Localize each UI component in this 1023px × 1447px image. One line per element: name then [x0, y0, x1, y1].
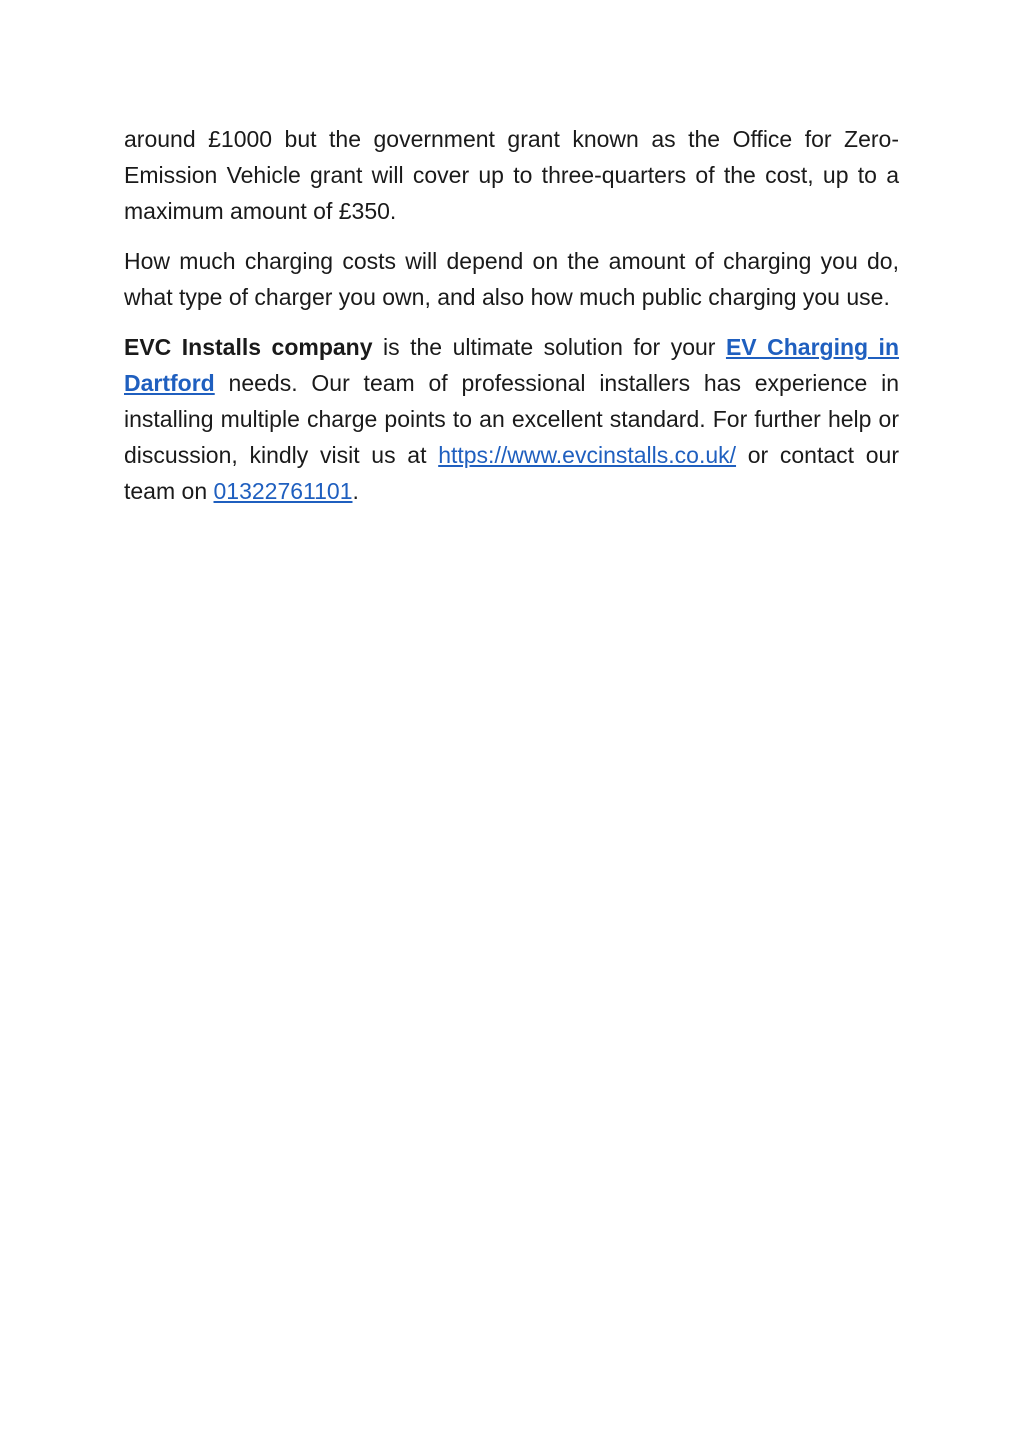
- paragraph-text: needs. Our team of professional installers has experience in installing multiple charge points to an excellent standard. For further help or discussion, kindly visit us at: [124, 370, 899, 468]
- company-name: EVC Installs company: [124, 334, 373, 360]
- paragraph-text: or contact our team on: [124, 442, 899, 504]
- document-page: [124, 121, 899, 523]
- website-link[interactable]: https://www.evcinstalls.co.uk/: [438, 442, 737, 468]
- paragraph-charging-cost: How much charging costs will depend on the amount of charging you do, what type of charger you own, and also how much public charging you use.: [124, 248, 899, 310]
- paragraph-company-info: [124, 329, 899, 509]
- phone-link[interactable]: 01322761101: [213, 478, 353, 504]
- paragraph-text: .: [352, 478, 359, 504]
- paragraph-text: is the ultimate solution for your: [372, 334, 726, 360]
- ev-charging-dartford-link[interactable]: EV Charging in Dartford: [124, 334, 899, 396]
- paragraph-grant-cost: around £1000 but the government grant known as the Office for Zero-Emission Vehicle grant will cover up to three-quarters of the cost, up to a maximum amount of £350.: [124, 126, 899, 224]
